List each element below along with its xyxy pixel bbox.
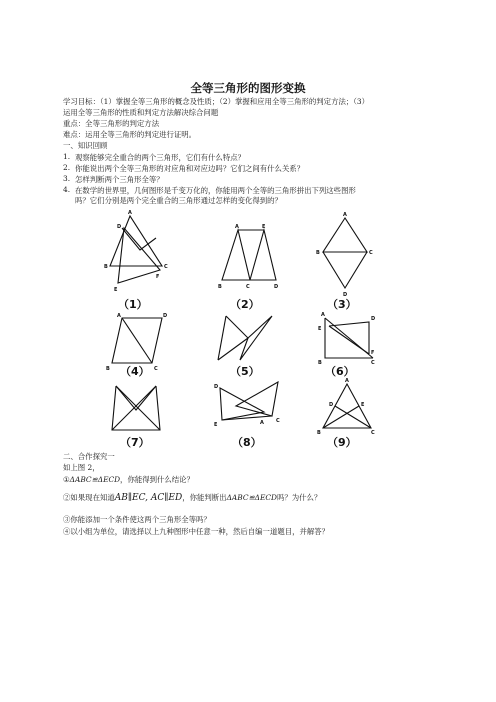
learning-objectives-line1: 学习目标：（1）掌握全等三角形的概念及性质；（2）掌握和应用全等三角形的判定方法；（3） (63, 97, 370, 106)
label-E: E (318, 326, 322, 332)
label-D: D (274, 284, 279, 290)
label-C: C (369, 250, 373, 256)
section2-heading: 二、合作探究一 (63, 452, 115, 461)
label-C: C (371, 430, 375, 436)
caption-9: （9） (327, 436, 357, 448)
item-text: 在数学的世界里，几何图形是千变万化的，你能用两个全等的三角形拼出下列这些图形 (75, 186, 356, 195)
label-A: A (128, 210, 132, 216)
q1-math: ΔABC≌ΔECD (69, 475, 121, 484)
label-D: D (343, 292, 348, 298)
label-C: C (154, 366, 158, 372)
label-A: A (260, 420, 264, 426)
page-title: 全等三角形的图形变换 (190, 81, 306, 95)
item-number: 1. (63, 152, 71, 161)
figure-1 (104, 210, 168, 311)
difficulty: 难点：运用全等三角形的判定进行证明。 (63, 130, 197, 139)
label-B: B (104, 264, 108, 270)
figures-grid (100, 208, 400, 448)
label-C: C (371, 360, 375, 366)
learning-objectives-line2: 运用全等三角形的性质和判定方法解决综合问题 (63, 108, 219, 117)
figure-3 (316, 212, 373, 311)
figure-7 (112, 386, 160, 448)
review-item-3 (63, 174, 164, 184)
section1-heading: 一、知识回顾 (63, 141, 108, 150)
label-E: E (214, 422, 218, 428)
question-3: ③你能添加一个条件使这两个三角形全等吗？ (63, 515, 211, 524)
q1-suffix: ，你能得到什么结论？ (120, 475, 194, 484)
label-B: B (106, 366, 110, 372)
item-text: 你能说出两个全等三角形的对应角和对应边吗？它们之间有什么关系？ (75, 164, 305, 173)
q2-suffix: 吗？为什么？ (276, 493, 322, 502)
label-E: E (262, 224, 266, 230)
caption-3: （3） (327, 298, 357, 311)
label-C: C (164, 264, 168, 270)
item-number: 4. (63, 185, 71, 194)
caption-6: （6） (325, 365, 355, 378)
label-F: F (371, 350, 375, 356)
caption-4: （4） (120, 365, 150, 378)
label-D: D (371, 316, 376, 322)
label-E: E (361, 402, 365, 408)
key-point: 重点：全等三角形的判定方法 (63, 119, 160, 128)
label-B: B (318, 360, 322, 366)
figure-6 (318, 312, 375, 378)
caption-8: （8） (232, 436, 262, 448)
figure-5 (218, 316, 272, 378)
label-D: D (117, 224, 122, 230)
item-text: 怎样判断两个三角形全等？ (75, 175, 164, 184)
figure-4 (106, 313, 167, 378)
question-4: ④以小组为单位，请选择以上九种图形中任意一种，然后自编一道题目，并解答？ (63, 527, 330, 536)
label-B: B (317, 430, 321, 436)
item-text: 观察能够完全重合的两个三角形，它们有什么特点？ (75, 153, 245, 162)
label-B: B (316, 250, 320, 256)
label-F: F (156, 274, 160, 280)
review-item-1 (63, 152, 245, 162)
q1-prefix: ① (63, 475, 70, 484)
figure-8 (214, 382, 280, 448)
label-A: A (343, 212, 347, 218)
label-A: A (235, 224, 239, 230)
label-E: E (114, 287, 118, 293)
label-D: D (163, 313, 168, 319)
caption-2: （2） (230, 298, 260, 311)
caption-7: （7） (120, 436, 150, 448)
caption-5: （5） (230, 365, 260, 378)
review-item-4-continued: 吗？它们分别是两个完全重合的三角形通过怎样的变化得到的？ (75, 196, 282, 205)
label-A: A (321, 312, 325, 318)
as-figure-line: 如上图 2， (63, 463, 100, 472)
label-C: C (246, 284, 250, 290)
q2-math: AB∥EC, AC∥ED (114, 493, 183, 503)
caption-1: （1） (118, 298, 148, 311)
figure-2 (218, 224, 278, 311)
q2-math2: ΔABC≌ΔECD (226, 493, 277, 502)
q2-mid: ，你能判断出 (182, 493, 227, 502)
question-1 (63, 475, 194, 485)
review-item-2 (63, 163, 305, 173)
label-A: A (117, 313, 121, 319)
review-item-4 (63, 185, 356, 195)
label-D: D (214, 384, 219, 390)
item-number: 3. (63, 174, 71, 183)
q2-prefix: ②如果现在知道 (63, 493, 115, 502)
label-B: B (218, 284, 222, 290)
question-2 (63, 493, 321, 503)
figure-9 (317, 378, 375, 448)
label-A: A (345, 378, 349, 384)
label-C: C (276, 418, 280, 424)
label-D: D (329, 402, 334, 408)
item-number: 2. (63, 163, 71, 172)
